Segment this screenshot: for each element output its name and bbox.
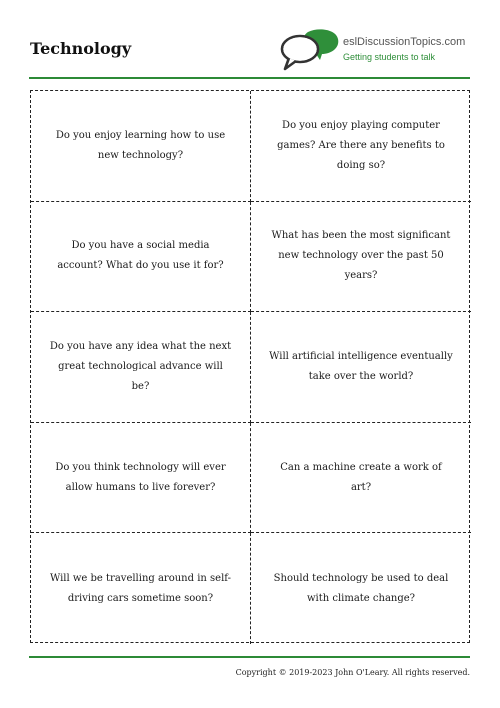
question-card: Can a machine create a work of art? — [251, 423, 471, 534]
page-title: Technology — [30, 39, 132, 58]
question-card: Will artificial intelligence eventually take over the world? — [251, 312, 471, 423]
question-card: Do you have any idea what the next great technological advance will be? — [31, 312, 251, 423]
question-card: Should technology be used to deal with climate change? — [273, 572, 449, 604]
brand-name: eslDiscussionTopics.com — [343, 36, 466, 48]
footer-divider — [29, 656, 470, 658]
question-cards-grid — [30, 90, 470, 643]
copyright-notice: Copyright © 2019-2023 John O'Leary. All rights reserved. — [235, 668, 470, 677]
speech-bubbles-icon — [280, 28, 342, 72]
page-header — [0, 0, 500, 80]
tagline: Getting students to talk — [343, 52, 436, 62]
question-card: Do you have a social media account? What do you use it for? — [31, 202, 251, 313]
header-divider — [29, 77, 470, 79]
question-card: Do you think technology will ever allow humans to live forever? — [31, 423, 251, 534]
question-card: Do you enjoy learning how to use new technology? — [31, 91, 251, 202]
question-card: Do you enjoy playing computer games? Are there any benefits to doing so? — [251, 91, 471, 202]
question-card: Will we be travelling around in self-driving cars sometime soon? — [31, 533, 251, 644]
question-card: What has been the most significant new technology over the past 50 years? — [251, 202, 471, 313]
